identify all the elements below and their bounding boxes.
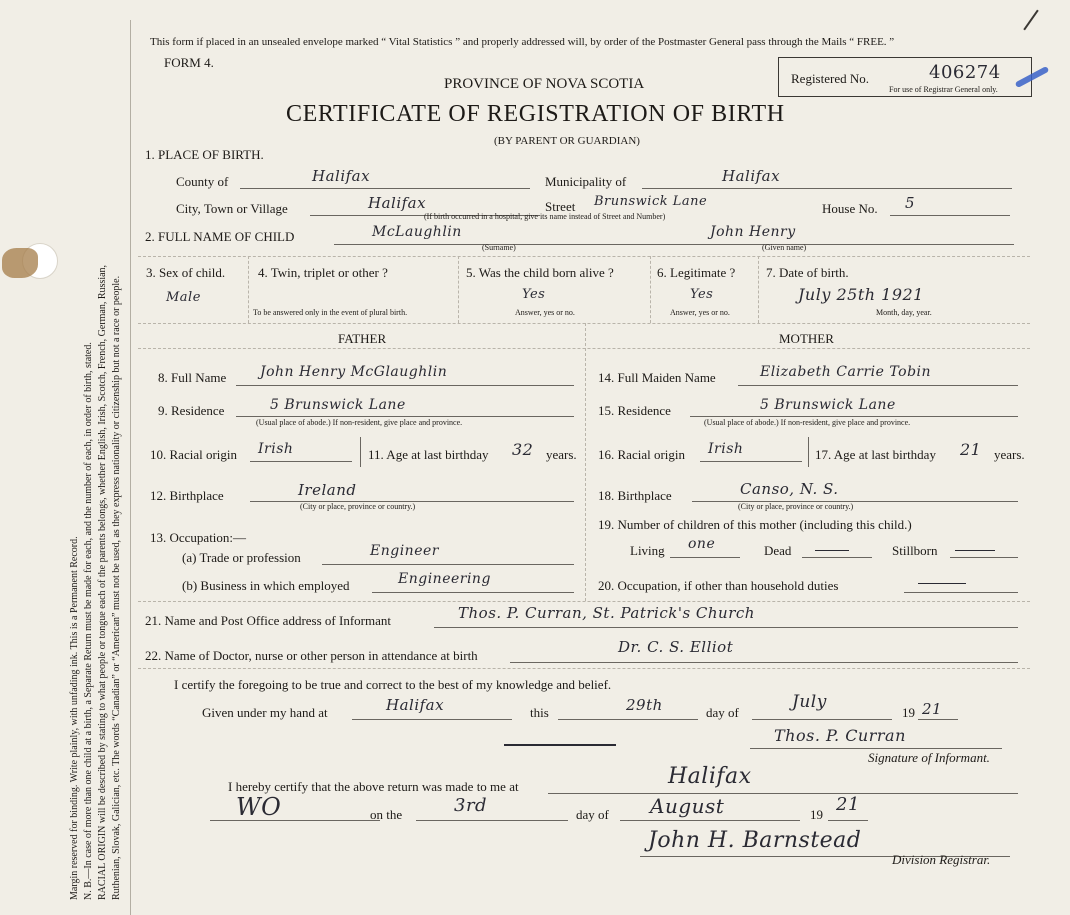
registrar-year-prefix: 19 [810, 807, 823, 822]
municipality-value: Halifax [722, 167, 781, 185]
stillborn-label: Stillborn [892, 543, 938, 558]
business-value: Engineering [398, 571, 491, 587]
margin-line-4: Ruthenian, Slovak, Galician, etc. The words “Canadian” or “American” must not be used, as they express nationality or citizenship but not a race or people. [111, 275, 122, 900]
certificate-subtitle: (BY PARENT OR GUARDIAN) [494, 135, 640, 147]
certify-statement: I certify the foregoing to be true and correct to the best of my knowledge and belief. [174, 677, 612, 692]
father-res-label: 9. Residence [158, 403, 225, 418]
this-label: this [530, 705, 549, 720]
registrar-statement: I hereby certify that the above return was made to me at [228, 779, 519, 794]
dob-label: 7. Date of birth. [766, 265, 849, 280]
father-race-label: 10. Racial origin [150, 447, 238, 462]
legit-value: Yes [690, 287, 714, 302]
given-day-value: 29th [626, 696, 663, 714]
father-age-label: 11. Age at last birthday [368, 447, 489, 462]
trade-label: (a) Trade or profession [182, 550, 301, 565]
given-year-value: 21 [922, 700, 943, 718]
sex-value: Male [166, 290, 201, 305]
business-label: (b) Business in which employed [182, 578, 350, 593]
mother-bp-label: 18. Birthplace [598, 488, 672, 503]
given-label: Given under my hand at [202, 705, 328, 720]
mother-years-label: years. [994, 447, 1025, 462]
given-month-value: July [792, 692, 827, 712]
child-surname-value: McLaughlin [372, 224, 462, 240]
surname-note: (Surname) [482, 243, 516, 252]
living-label: Living [630, 543, 665, 558]
municipality-label: Municipality of [545, 174, 627, 189]
father-bp-value: Ireland [298, 481, 357, 499]
registrar-initials: WO [236, 793, 282, 821]
legit-note: Answer, yes or no. [670, 308, 730, 317]
child-name-label: 2. FULL NAME OF CHILD [145, 229, 295, 244]
street-value: Brunswick Lane [594, 194, 708, 209]
father-age-value: 32 [512, 440, 534, 459]
registrar-day-value: 3rd [454, 795, 488, 816]
margin-line-1: Margin reserved for binding. Write plainly, with unfading ink. This is a Permanent Record. [69, 536, 80, 900]
father-name-label: 8. Full Name [158, 370, 227, 385]
alive-value: Yes [522, 287, 546, 302]
informant-signature: Thos. P. Curran [774, 726, 906, 745]
registrar-sig-label: Division Registrar. [892, 852, 991, 867]
city-value: Halifax [368, 194, 427, 212]
sex-label: 3. Sex of child. [146, 265, 226, 280]
given-dayof-label: day of [706, 705, 739, 720]
county-value: Halifax [312, 167, 371, 185]
place-heading: 1. PLACE OF BIRTH. [145, 147, 264, 162]
twin-note: To be answered only in the event of plural birth. [253, 308, 408, 317]
city-label: City, Town or Village [176, 201, 288, 216]
dead-label: Dead [764, 543, 792, 558]
doctor-label: 22. Name of Doctor, nurse or other person in attendance at birth [145, 648, 478, 663]
informant-label: 21. Name and Post Office address of Informant [145, 613, 391, 628]
house-label: House No. [822, 201, 878, 216]
alive-label: 5. Was the child born alive ? [466, 265, 614, 280]
registrar-year-value: 21 [836, 794, 860, 815]
registrar-month-value: August [650, 794, 725, 818]
paper-stain [2, 248, 38, 278]
registered-note: For use of Registrar General only. [889, 85, 998, 94]
trade-value: Engineer [370, 543, 439, 559]
dob-note: Month, day, year. [876, 308, 932, 317]
mail-note: This form if placed in an unsealed envelope marked “ Vital Statistics ” and properly addressed will, by order of the Postmaster General pass through the Mails “ FREE. ” [150, 36, 895, 48]
legit-label: 6. Legitimate ? [657, 265, 736, 280]
child-given-value: John Henry [710, 224, 796, 240]
certificate-title: CERTIFICATE OF REGISTRATION OF BIRTH [286, 101, 785, 127]
father-race-value: Irish [258, 441, 294, 457]
doctor-value: Dr. C. S. Elliot [618, 638, 734, 656]
father-heading: FATHER [338, 331, 387, 346]
form-number: FORM 4. [164, 55, 214, 70]
mother-res-value: 5 Brunswick Lane [760, 397, 896, 413]
father-bp-label: 12. Birthplace [150, 488, 224, 503]
alive-note: Answer, yes or no. [515, 308, 575, 317]
margin-line-3: RACIAL ORIGIN will be described by stating to what people or tongue each of the parents belongs, whether English, Irish, Scotch, French, German, Russian, [97, 264, 108, 900]
father-occ-label: 13. Occupation:— [150, 530, 247, 545]
registrar-place-value: Halifax [668, 764, 752, 789]
mother-age-value: 21 [960, 440, 982, 459]
informant-sig-label: Signature of Informant. [868, 750, 990, 765]
street-label: Street [545, 199, 576, 214]
mother-res-note: (Usual place of abode.) If non-resident, give place and province. [704, 418, 911, 427]
mother-name-label: 14. Full Maiden Name [598, 370, 716, 385]
mother-occ-label: 20. Occupation, if other than household duties [598, 578, 839, 593]
mother-race-value: Irish [708, 441, 744, 457]
street-note: (If birth occurred in a hospital, give its name instead of Street and Number) [424, 212, 666, 221]
check-mark [1023, 10, 1038, 31]
twin-label: 4. Twin, triplet or other ? [258, 265, 388, 280]
given-note: (Given name) [762, 243, 807, 252]
mother-age-label: 17. Age at last birthday [815, 447, 936, 462]
living-value: one [688, 536, 716, 552]
mother-race-label: 16. Racial origin [598, 447, 686, 462]
mother-heading: MOTHER [779, 331, 834, 346]
mother-bp-note: (City or place, province or country.) [738, 502, 854, 511]
registration-box [778, 57, 1032, 97]
father-res-note: (Usual place of abode.) If non-resident, give place and province. [256, 418, 463, 427]
father-bp-note: (City or place, province or country.) [300, 502, 416, 511]
province-heading: PROVINCE OF NOVA SCOTIA [444, 76, 645, 92]
county-label: County of [176, 174, 229, 189]
mother-bp-value: Canso, N. S. [740, 480, 839, 498]
children-label: 19. Number of children of this mother (including this child.) [598, 517, 912, 532]
informant-value: Thos. P. Curran, St. Patrick's Church [458, 604, 755, 622]
registered-label: Registered No. [791, 71, 869, 86]
given-place-value: Halifax [386, 696, 445, 714]
mother-res-label: 15. Residence [598, 403, 671, 418]
registrar-dayof-label: day of [576, 807, 609, 822]
house-value: 5 [905, 194, 916, 212]
registrar-signature: John H. Barnstead [648, 828, 862, 853]
registered-number: 406274 [929, 62, 1001, 83]
dob-value: July 25th 1921 [798, 285, 924, 304]
given-year-prefix: 19 [902, 705, 915, 720]
father-res-value: 5 Brunswick Lane [270, 397, 406, 413]
mother-name-value: Elizabeth Carrie Tobin [760, 364, 932, 380]
father-years-label: years. [546, 447, 577, 462]
margin-line-2: N. B.—In case of more than one child at a birth, a Separate Return must be made for each, and the number of each, in order of birth, stated. [83, 342, 94, 900]
on-the-label: on the [370, 807, 403, 822]
father-name-value: John Henry McGlaughlin [260, 364, 448, 380]
